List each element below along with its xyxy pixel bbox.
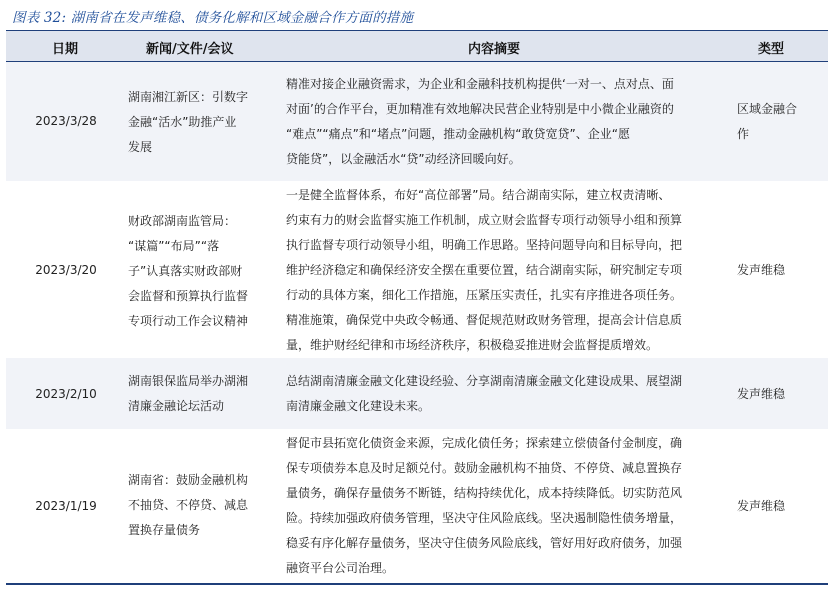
row-date: 2023/3/20 (35, 263, 97, 277)
content-line: 稳妥有序化解存量债务，坚决守住债务风险底线，管好用好政府债务，加强 (286, 536, 683, 550)
row-news (128, 468, 268, 543)
bottom-rule (6, 583, 828, 585)
header-news: 新闻/文件/会议 (146, 42, 234, 57)
news-line: “谋篇”“布局”“落 (128, 239, 220, 253)
table-row (6, 430, 828, 583)
row-content (286, 183, 710, 358)
content-line: 维护经济稳定和确保经济安全摆在重要位置，结合湖南实际，研究制定专项 (286, 263, 683, 277)
content-line: 约束有力的财会监督实施工作机制，成立财会监督专项行动领导小组和预算 (286, 213, 683, 227)
row-type (737, 494, 827, 519)
row-news (128, 85, 268, 160)
news-line: 会监督和预算执行监督 (128, 289, 249, 303)
news-line: 子”认真落实财政部财 (128, 264, 243, 278)
content-line: 精准施策，确保党中央政令畅通、督促规范财政财务管理，提高会计信息质 (286, 313, 683, 327)
header-date: 日期 (52, 42, 79, 57)
content-line: 险。持续加强政府债务管理，坚决守住风险底线。坚决遏制隐性债务增量， (286, 511, 683, 525)
content-line: 对面’的合作平台，更加精准有效地解决民营企业特别是中小微企业融资的 (286, 102, 674, 116)
row-content (286, 431, 710, 581)
row-news (128, 369, 268, 419)
row-content (286, 369, 710, 419)
figure-caption: 图表 32: 湖南省在发声维稳、债务化解和区域金融合作方面的措施 (12, 10, 414, 26)
table-row (6, 62, 828, 182)
type-line: 作 (737, 127, 750, 141)
news-line: 置换存量债务 (128, 523, 201, 537)
news-line: 清廉金融论坛活动 (128, 399, 225, 413)
content-line: 南清廉金融文化建设未来。 (286, 399, 431, 413)
news-line: 湖南省：鼓励金融机构 (128, 473, 249, 487)
content-line: 量债务，确保存量债务不断链，结构持续优化，成本持续降低。切实防范风 (286, 486, 683, 500)
row-content (286, 72, 710, 172)
row-type (737, 382, 827, 407)
content-line: 行动的具体方案，细化工作措施，压紧压实责任，扎实有序推进各项任务。 (286, 288, 683, 302)
row-date: 2023/1/19 (35, 499, 97, 513)
news-line: 湖南银保监局举办湖湘 (128, 374, 249, 388)
type-line: 发声维稳 (737, 387, 786, 401)
news-line: 湖南湘江新区：引数字 (128, 90, 249, 104)
content-line: 保专项债券本息及时足额兑付。鼓励金融机构不抽贷、不停贷、减息置换存 (286, 461, 683, 475)
type-line: 区域金融合 (737, 102, 798, 116)
content-line: 融资平台公司治理。 (286, 561, 395, 575)
row-type (737, 258, 827, 283)
header-content: 内容摘要 (468, 42, 521, 57)
row-date: 2023/2/10 (35, 387, 97, 401)
news-line: 金融“活水”助推产业 (128, 115, 237, 129)
news-line: 财政部湖南监管局： (128, 214, 237, 228)
header-type: 类型 (758, 42, 785, 57)
content-line: 一是健全监督体系，布好“高位部署”局。结合湖南实际，建立权责清晰、 (286, 188, 671, 202)
content-line: 贷能贷”，以金融活水“贷”动经济回暖向好。 (286, 152, 521, 166)
content-line: 量，维护财经纪律和市场经济秩序，积极稳妥推进财会监督提质增效。 (286, 338, 659, 352)
content-line: 总结湖南清廉金融文化建设经验、分享湖南清廉金融文化建设成果、展望湖 (286, 374, 683, 388)
type-line: 发声维稳 (737, 263, 786, 277)
news-line: 不抽贷、不停贷、减息 (128, 498, 249, 512)
table-row (6, 358, 828, 430)
content-line: 督促市县拓宽化债资金来源，完成化债任务；探索建立偿债备付金制度，确 (286, 436, 683, 450)
table-row (6, 182, 828, 358)
content-line: “难点”“痛点”和“堵点”问题，推动金融机构“敢贷宽贷”、企业“愿 (286, 127, 630, 141)
news-line: 发展 (128, 140, 153, 154)
news-line: 专项行动工作会议精神 (128, 314, 249, 328)
row-type (737, 97, 827, 147)
content-line: 执行监督专项行动领导小组，明确工作思路。坚持问题导向和目标导向，把 (286, 238, 683, 252)
content-line: 精准对接企业融资需求，为企业和金融科技机构提供‘一对一、点对点、面 (286, 77, 674, 91)
type-line: 发声维稳 (737, 499, 786, 513)
table-header (6, 31, 828, 62)
row-news (128, 209, 268, 334)
row-date: 2023/3/28 (35, 114, 97, 128)
